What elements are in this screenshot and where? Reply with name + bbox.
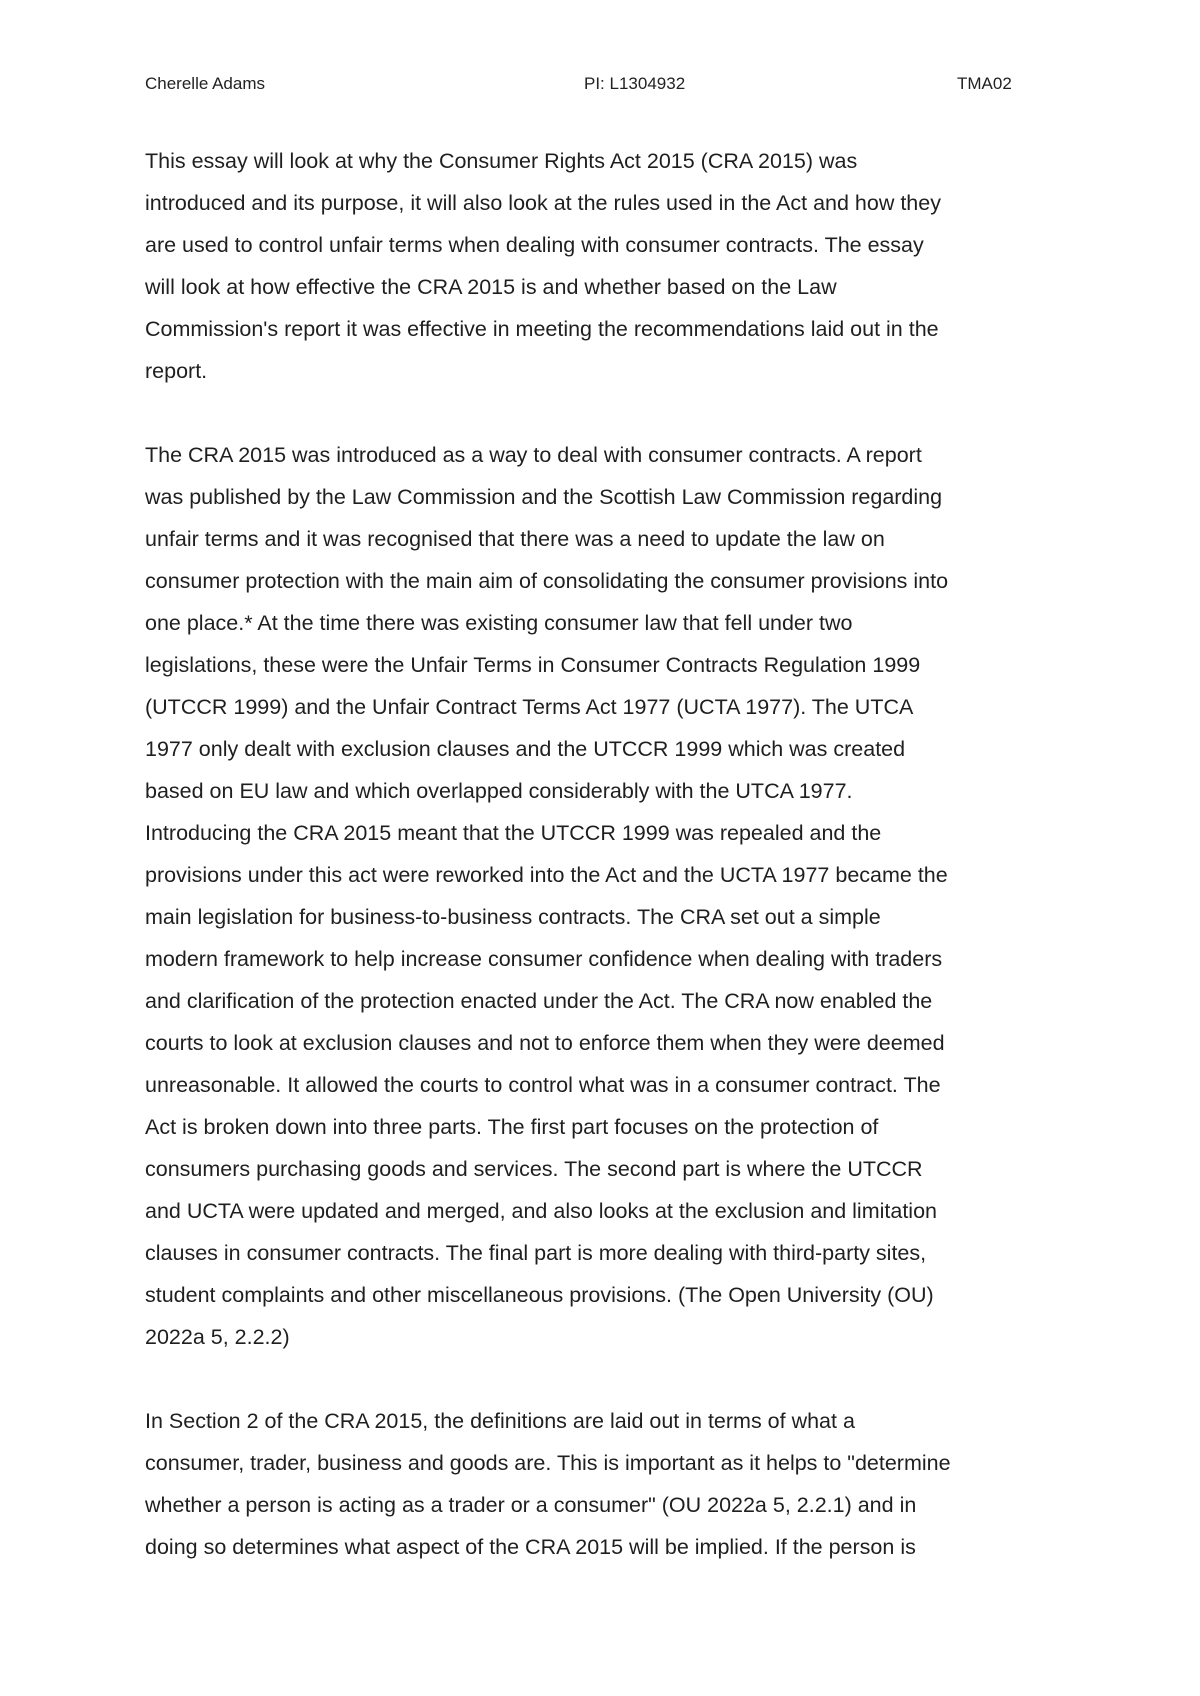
essay-paragraph (145, 434, 1075, 1358)
paragraph-line: main legislation for business-to-business contracts. The CRA set out a simple (145, 905, 881, 929)
essay-body (145, 140, 1075, 1568)
paragraph-line: The CRA 2015 was introduced as a way to deal with consumer contracts. A report (145, 443, 922, 467)
page-header (145, 74, 1025, 98)
paragraph-line: unfair terms and it was recognised that there was a need to update the law on (145, 527, 885, 551)
paragraph-line: based on EU law and which overlapped considerably with the UTCA 1977. (145, 779, 853, 803)
paragraph-line: consumer, trader, business and goods are. This is important as it helps to "determine (145, 1451, 951, 1475)
paragraph-line: provisions under this act were reworked into the Act and the UCTA 1977 became the (145, 863, 948, 887)
paragraph-line: This essay will look at why the Consumer Rights Act 2015 (CRA 2015) was (145, 149, 858, 173)
header-author: Cherelle Adams (145, 74, 266, 93)
paragraph-line: whether a person is acting as a trader or a consumer" (OU 2022a 5, 2.2.1) and in (145, 1493, 917, 1517)
paragraph-line: and UCTA were updated and merged, and also looks at the exclusion and limitation (145, 1199, 937, 1223)
paragraph-line: student complaints and other miscellaneous provisions. (The Open University (OU) (145, 1283, 934, 1307)
paragraph-line: In Section 2 of the CRA 2015, the definitions are laid out in terms of what a (145, 1409, 855, 1433)
paragraph-line: report. (145, 359, 208, 383)
paragraph-line: 1977 only dealt with exclusion clauses and the UTCCR 1999 which was created (145, 737, 906, 761)
essay-paragraph (145, 1400, 1075, 1568)
paragraph-line: will look at how effective the CRA 2015 is and whether based on the Law (145, 275, 837, 299)
header-assignment: TMA02 (957, 74, 1012, 93)
paragraph-line: (UTCCR 1999) and the Unfair Contract Terms Act 1977 (UCTA 1977). The UTCA (145, 695, 914, 719)
paragraph-line: was published by the Law Commission and the Scottish Law Commission regarding (145, 485, 943, 509)
paragraph-line: consumers purchasing goods and services. The second part is where the UTCCR (145, 1157, 923, 1181)
paragraph-line: unreasonable. It allowed the courts to control what was in a consumer contract. The (145, 1073, 941, 1097)
paragraph-line: Commission's report it was effective in meeting the recommendations laid out in the (145, 317, 939, 341)
paragraph-line: clauses in consumer contracts. The final part is more dealing with third-party sites, (145, 1241, 927, 1265)
paragraph-line: one place.* At the time there was existing consumer law that fell under two (145, 611, 853, 635)
header-pi: PI: L1304932 (584, 74, 686, 93)
paragraph-line: doing so determines what aspect of the CRA 2015 will be implied. If the person is (145, 1535, 916, 1559)
paragraph-line: courts to look at exclusion clauses and not to enforce them when they were deemed (145, 1031, 945, 1055)
essay-paragraph (145, 140, 1075, 392)
paragraph-line: legislations, these were the Unfair Terms in Consumer Contracts Regulation 1999 (145, 653, 921, 677)
paragraph-line: modern framework to help increase consumer confidence when dealing with traders (145, 947, 943, 971)
paragraph-line: Introducing the CRA 2015 meant that the UTCCR 1999 was repealed and the (145, 821, 882, 845)
paragraph-line: are used to control unfair terms when dealing with consumer contracts. The essay (145, 233, 924, 257)
paragraph-line: and clarification of the protection enacted under the Act. The CRA now enabled the (145, 989, 933, 1013)
paragraph-line: introduced and its purpose, it will also look at the rules used in the Act and how they (145, 191, 941, 215)
paragraph-line: consumer protection with the main aim of consolidating the consumer provisions into (145, 569, 949, 593)
paragraph-line: Act is broken down into three parts. The first part focuses on the protection of (145, 1115, 879, 1139)
paragraph-line: 2022a 5, 2.2.2) (145, 1325, 290, 1349)
